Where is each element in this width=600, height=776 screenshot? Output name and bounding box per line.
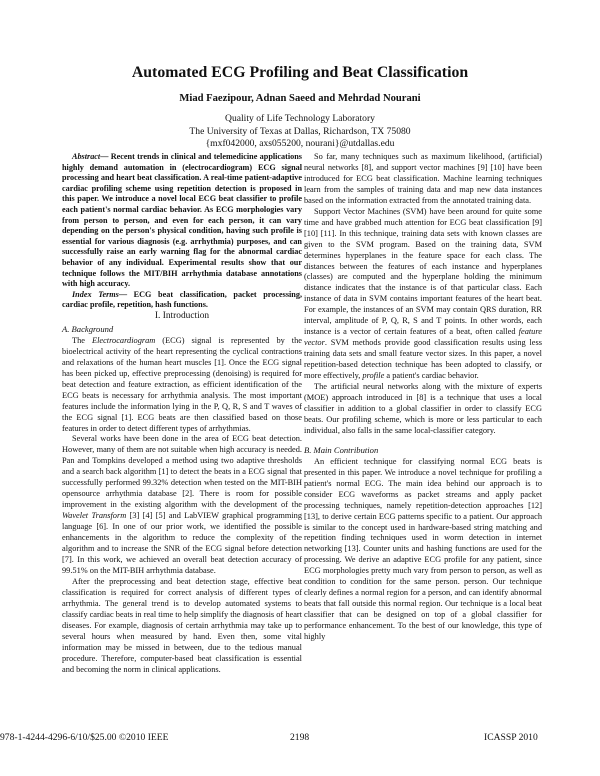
abstract-text: — Recent trends in clinical and telemedicine applications highly demand automation in (electrocardiogram) ECG signal processing and heart beat classification. A real-time patient-adaptive cardiac profiling scheme using repetition detection is proposed in this paper. We introduce a novel local ECG beat classifier to profile each patient's normal cardiac behavior. As ECG morphologies vary from person to person, and even for each person, it can vary depending on the person's physical condition, having such profile is essential for various diagnosis (e.g. arrhythmia) purposes, and can successfully raise an early warning flag for the abnormal cardiac behavior of any individual. Experimental results show that our technique follows the MIT/BIH arrhythmia database annotations with high accuracy. [62, 152, 302, 289]
affiliation-university: The University of Texas at Dallas, Richardson, TX 75080 [189, 125, 411, 137]
p5-text-c: a patient's cardiac behavior. [384, 371, 479, 381]
footer-copyright: 978-1-4244-4296-6/10/$25.00 ©2010 IEEE [0, 732, 169, 743]
index-terms [62, 290, 302, 311]
footer-page-number: 2198 [290, 732, 310, 743]
subsection-heading-main-contribution: B. Main Contribution [304, 444, 379, 455]
p5-emphasis: feature vector [304, 327, 542, 348]
section-heading-introduction: I. Introduction [154, 310, 210, 321]
p2-text-b: [3] [4] [5] and LabVIEW graphical programming language [6]. In one of our prior work, we identified the possible enhancements in the algorithm to reduce the complexity of the algorithm and to increase the SNR of the ECG signal before detection [7]. In this work, we achieved an overall beat detection accuracy of 99.51% on the MIT-BIH arrhythmia database. [62, 511, 302, 575]
affiliation-lab: Quality of Life Technology Laboratory [225, 113, 375, 124]
right-column [304, 152, 542, 643]
p1-emphasis: Electrocardiogram [91, 335, 156, 345]
index-terms-text: — ECG beat classification, packet processing, cardiac profile, repetition, hash functions. [62, 289, 302, 310]
paragraph-4: So far, many techniques such as maximum likelihood, (artificial) neural networks [8], and support vector machines [9] [10] have been introduced for ECG beat classification. Machine learning techniques learn from the samples of training data and map new data instances based on the information extracted from the annotated training data. [304, 152, 542, 205]
paragraph-2 [62, 434, 302, 576]
p2-text-a: Several works have been done in the area of ECG beat detection. However, many of them are not suitable when high accuracy is needed. Pan and Tompkins developed a method using two adaptive thresholds and a search back algorithm [1] to detect the beats in a ECG signal that successfully performed 99.32% detection when tested on the MIT-BIH opensource arrhythmia database [2]. There is room for possible improvement in the existing algorithm with the development of the [62, 434, 302, 510]
subsection-heading-background: A. Background [62, 323, 114, 334]
index-terms-lead: Index Terms [72, 289, 119, 299]
p5-text-b: . SVM methods provide good classification results using less training data sets and small feature vector sizes. In this paper, a novel repetition-based detection technique has been adopted to classify, or more effectively, [304, 338, 542, 381]
paragraph-3: After the preprocessing and beat detection stage, effective beat classification is required for correct analysis of different types of arrhythmia. The general trend is to develop automated systems to classify cardiac beats in real time to help simplify the diagnosis of heart diseases. For example, diagnosis of certain arrhythmia may take up to several hours when measured by hand. Even then, some vital information may be missed in between, due to the tedious manual procedure. Therefore, computer-based beat classification is essential and becoming the norm in clinical applications. [62, 576, 302, 674]
footer-conference: ICASSP 2010 [484, 732, 538, 743]
paper-authors: Miad Faezipour, Adnan Saeed and Mehrdad Nourani [179, 93, 421, 104]
paper-title: Automated ECG Profiling and Beat Classification [131, 64, 469, 81]
p2-emphasis: Wavelet Transform [62, 511, 127, 521]
paragraph-6: The artificial neural networks along with the mixture of experts (MOE) approach introduced in [8] is a technique that uses a local classifier in addition to a global classifier in order to classify ECG beats. Our profiling scheme, which is more or less particular to each individual, also falls in the same local-classifier category. [304, 382, 542, 435]
paragraph-7: An efficient technique for classifying normal ECG beats is presented in this paper. We introduce a novel technique for profiling a patient's normal ECG. The main idea behind our approach is to consider ECG waveforms as packet streams and apply packet processing techniques, namely repetition-detection approaches [12] [13], to derive certain ECG patterns specific to a patient. Our approach is similar to the concept used in hardware-based string matching and repetition finding techniques used in worm detection in internet networking [13]. Counter units and hashing functions are used for the processing. We derive an adaptive ECG profile for any patient, since ECG morphologies pretty much vary from person to person, as well as condition to condition for the same person. person. Our technique clearly defines a normal region for a person, and can identify abnormal beats that fall outside this normal region. Our technique is a local beat classifier that can be designed on top of a global classifier for performance enhancement. To the best of our knowledge, this type of highly [304, 456, 542, 642]
p1-text-a: The [72, 335, 92, 345]
paragraph-5 [304, 207, 542, 382]
p5-emphasis-2: profile [362, 371, 385, 381]
affiliation-emails: {mxf042000, axs055200, nourani}@utdallas.edu [205, 138, 395, 150]
p1-text-b: (ECG) signal is represented by the bioelectrical activity of the heart representing the cyclical contractions and relaxations of the human heart muscles [1]. Once the ECG signal has been picked up, effective preprocessing (denoising) is required for beat detection and feature extraction, as efficient identification of the ECG beats is necessary for arrhythmia analysis. The most important features include the information lying in the P, Q, R, S and T waves of the ECG signal [1]. ECG beats are then classified based on those features in order to detect different types of arrhythmias. [62, 335, 302, 433]
affiliation-block [0, 113, 600, 151]
p5-text-a: Support Vector Machines (SVM) have been around for quite some time and have grabbed much attention for ECG beat classification [9] [10] [11]. In this technique, training data sets with known classes are given to the SVM program. Based on the training data, SVM determines hyperplanes in the feature space for each class. The distances between the features of each instance and hyperplanes (classes) are computed and the hyperplane holding the minimum distance indicates that the instance is of that particular class. Each instance of data in SVM contains important features of the heart beat. For example, the instances of an SVM may contain QRS duration, RR interval, amplitude of P, Q, R, S and T points. In other words, each instance is a vector of certain features of a beat, often called [304, 206, 542, 337]
left-column [62, 152, 302, 675]
abstract [62, 152, 302, 290]
paragraph-1 [62, 336, 302, 435]
abstract-lead: Abstract [72, 152, 101, 161]
